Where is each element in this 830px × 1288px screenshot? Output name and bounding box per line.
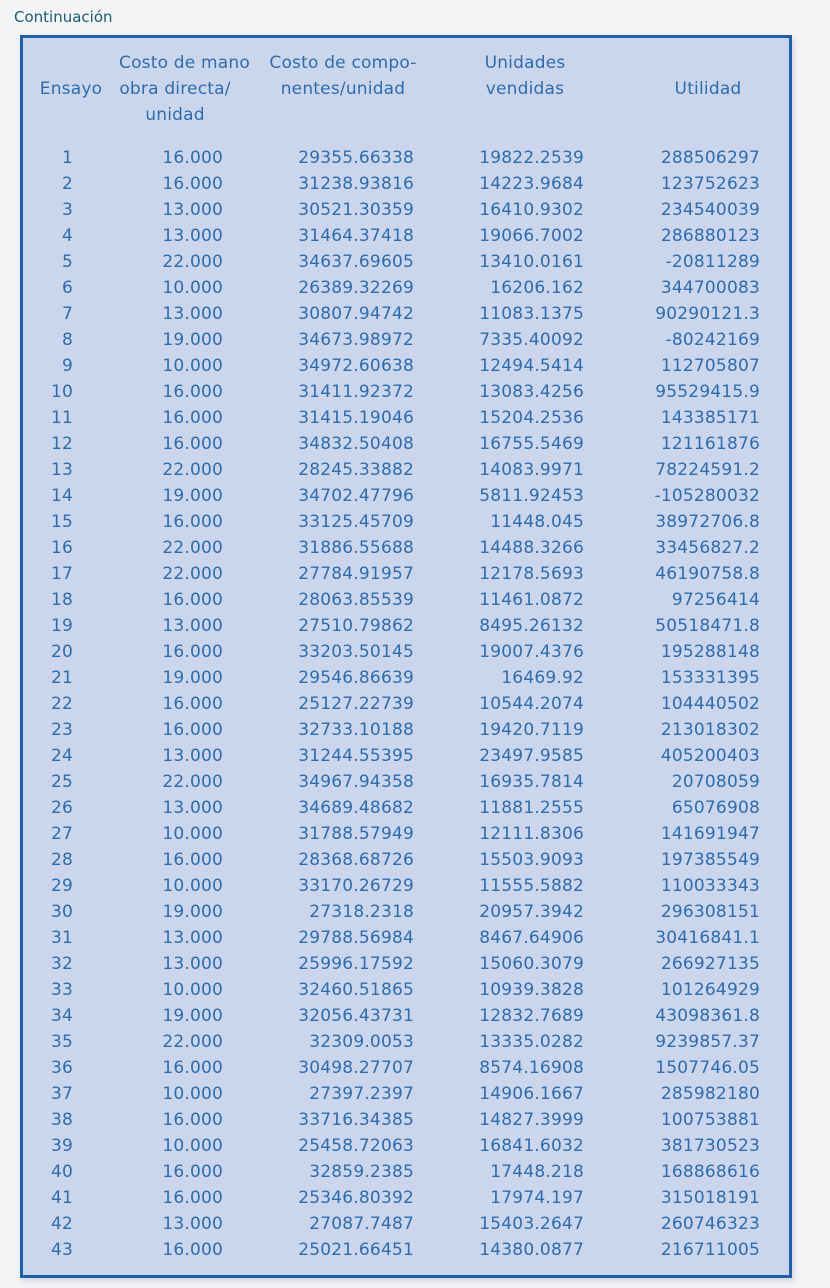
table-cell: 42: [50, 1214, 73, 1234]
table-cell: 16.000: [162, 1240, 223, 1260]
table-cell: 13.000: [162, 746, 223, 766]
table-cell: 34832.50408: [298, 434, 414, 454]
table-cell: 100753881: [660, 1110, 760, 1130]
table-cell: 13.000: [162, 616, 223, 636]
table-cell: 7: [61, 304, 73, 324]
table-cell: 19.000: [162, 1006, 223, 1026]
table-cell: 14906.1667: [479, 1084, 584, 1104]
table-cell: 12: [50, 434, 73, 454]
table-row: [23, 275, 789, 301]
table-cell: 213018302: [660, 720, 760, 740]
table-cell: 13.000: [162, 200, 223, 220]
table-cell: 19.000: [162, 486, 223, 506]
table-cell: 16.000: [162, 148, 223, 168]
table-cell: 27397.2397: [309, 1084, 414, 1104]
table-cell: 141691947: [660, 824, 760, 844]
table-cell: 16755.5469: [479, 434, 584, 454]
table-cell: 25021.66451: [298, 1240, 414, 1260]
table-cell: 22: [50, 694, 73, 714]
table-row: [23, 691, 789, 717]
table-cell: 33: [50, 980, 73, 1000]
table-cell: 16.000: [162, 590, 223, 610]
table-cell: 9239857.37: [655, 1032, 760, 1052]
table-cell: 34967.94358: [298, 772, 414, 792]
table-row: [23, 587, 789, 613]
table-cell: 10.000: [162, 876, 223, 896]
table-cell: 28063.85539: [298, 590, 414, 610]
table-row: [23, 1211, 789, 1237]
table-row: [23, 249, 789, 275]
table-cell: 13.000: [162, 954, 223, 974]
table-row: [23, 1185, 789, 1211]
table-cell: 16.000: [162, 382, 223, 402]
table-cell: 33125.45709: [298, 512, 414, 532]
table-cell: -80242169: [665, 330, 760, 350]
table-cell: 315018191: [660, 1188, 760, 1208]
header-ensayo: [23, 38, 119, 145]
table-cell: 13.000: [162, 1214, 223, 1234]
table-cell: 31415.19046: [298, 408, 414, 428]
continuation-label: Continuación: [14, 8, 113, 26]
table-row: [23, 509, 789, 535]
table-cell: 10544.2074: [479, 694, 584, 714]
table-cell: 15: [50, 512, 73, 532]
table-cell: 123752623: [660, 174, 760, 194]
table-cell: 29355.66338: [298, 148, 414, 168]
table-cell: -20811289: [665, 252, 760, 272]
table-row: [23, 639, 789, 665]
table-cell: 17: [50, 564, 73, 584]
table-cell: 27318.2318: [309, 902, 414, 922]
table-cell: 13335.0282: [479, 1032, 584, 1052]
header-line: Ensayo: [39, 79, 103, 99]
table-cell: 16.000: [162, 1110, 223, 1130]
table-cell: 12832.7689: [479, 1006, 584, 1026]
table-cell: 14488.3266: [479, 538, 584, 558]
table-cell: 30416841.1: [655, 928, 760, 948]
table-cell: 17448.218: [490, 1162, 584, 1182]
table-cell: 32: [50, 954, 73, 974]
table-row: [23, 483, 789, 509]
table-cell: 7335.40092: [479, 330, 584, 350]
table-cell: 16.000: [162, 642, 223, 662]
table-cell: 14827.3999: [479, 1110, 584, 1130]
header-line: Utilidad: [674, 79, 742, 99]
table-row: [23, 223, 789, 249]
table-cell: 14223.9684: [479, 174, 584, 194]
table-cell: 296308151: [660, 902, 760, 922]
table-cell: 20708059: [671, 772, 760, 792]
table-cell: 38: [50, 1110, 73, 1130]
table-cell: 16410.9302: [479, 200, 584, 220]
table-cell: 19.000: [162, 330, 223, 350]
table-cell: 104440502: [660, 694, 760, 714]
table-cell: 34637.69605: [298, 252, 414, 272]
table-cell: 39: [50, 1136, 73, 1156]
header-line: [23, 102, 119, 128]
table-cell: 16.000: [162, 434, 223, 454]
table-cell: 34: [50, 1006, 73, 1026]
table-cell: 16.000: [162, 512, 223, 532]
table-cell: 31: [50, 928, 73, 948]
table-cell: 22.000: [162, 1032, 223, 1052]
table-cell: 32859.2385: [309, 1162, 414, 1182]
header-costo-componentes: [248, 38, 440, 145]
table-cell: 10.000: [162, 356, 223, 376]
table-cell: 19066.7002: [479, 226, 584, 246]
table-row: [23, 717, 789, 743]
table-cell: 37: [50, 1084, 73, 1104]
table-cell: 12494.5414: [479, 356, 584, 376]
table-cell: 11083.1375: [479, 304, 584, 324]
table-cell: 14083.9971: [479, 460, 584, 480]
table-cell: 6: [61, 278, 73, 298]
table-cell: 1507746.05: [655, 1058, 760, 1078]
table-cell: 16469.92: [501, 668, 584, 688]
table-cell: 13.000: [162, 304, 223, 324]
table-cell: 25458.72063: [298, 1136, 414, 1156]
table-cell: 29546.86639: [298, 668, 414, 688]
table-cell: 17974.197: [490, 1188, 584, 1208]
table-cell: 20: [50, 642, 73, 662]
table-row: [23, 1107, 789, 1133]
table-row: [23, 145, 789, 171]
table-cell: 31886.55688: [298, 538, 414, 558]
table-cell: 24: [50, 746, 73, 766]
table-cell: 13.000: [162, 226, 223, 246]
table-row: [23, 171, 789, 197]
table-cell: 5: [61, 252, 73, 272]
table-cell: 23: [50, 720, 73, 740]
table-cell: 2: [61, 174, 73, 194]
header-line: [627, 50, 789, 76]
table-cell: 65076908: [671, 798, 760, 818]
table-cell: 26389.32269: [298, 278, 414, 298]
table-cell: 13.000: [162, 798, 223, 818]
table-cell: 34702.47796: [298, 486, 414, 506]
table-cell: 8467.64906: [479, 928, 584, 948]
header-line: nentes/unidad: [280, 79, 406, 99]
table-cell: 30: [50, 902, 73, 922]
table-cell: 14380.0877: [479, 1240, 584, 1260]
table-cell: 10: [50, 382, 73, 402]
table-cell: 22.000: [162, 252, 223, 272]
table-header-row: [23, 38, 789, 145]
table-cell: 101264929: [660, 980, 760, 1000]
table-cell: 19822.2539: [479, 148, 584, 168]
table-row: [23, 951, 789, 977]
table-cell: 40: [50, 1162, 73, 1182]
table-row: [23, 353, 789, 379]
table-cell: 143385171: [660, 408, 760, 428]
table-cell: 95529415.9: [655, 382, 760, 402]
table-cell: 12178.5693: [479, 564, 584, 584]
table-cell: 27784.91957: [298, 564, 414, 584]
data-table: [23, 38, 789, 1263]
header-line: Unidades: [484, 53, 566, 73]
table-row: [23, 795, 789, 821]
header-costo-mano-obra: [119, 38, 251, 145]
header-unidades-vendidas: [440, 38, 610, 145]
table-cell: 16.000: [162, 174, 223, 194]
table-cell: 29788.56984: [298, 928, 414, 948]
table-row: [23, 561, 789, 587]
table-cell: 27510.79862: [298, 616, 414, 636]
table-cell: 22.000: [162, 564, 223, 584]
table-cell: 110033343: [660, 876, 760, 896]
table-row: [23, 1055, 789, 1081]
table-cell: 10.000: [162, 278, 223, 298]
table-cell: 46190758.8: [655, 564, 760, 584]
table-row: [23, 379, 789, 405]
table-cell: 260746323: [660, 1214, 760, 1234]
table-box: [20, 35, 792, 1278]
table-cell: 16.000: [162, 408, 223, 428]
table-row: [23, 405, 789, 431]
table-cell: 28368.68726: [298, 850, 414, 870]
table-cell: 90290121.3: [655, 304, 760, 324]
table-cell: 33203.50145: [298, 642, 414, 662]
table-cell: 8495.26132: [479, 616, 584, 636]
table-row: [23, 431, 789, 457]
table-row: [23, 743, 789, 769]
table-cell: 28: [50, 850, 73, 870]
table-cell: 381730523: [660, 1136, 760, 1156]
table-cell: 34972.60638: [298, 356, 414, 376]
table-cell: 25996.17592: [298, 954, 414, 974]
table-row: [23, 301, 789, 327]
table-cell: 31238.93816: [298, 174, 414, 194]
table-row: [23, 769, 789, 795]
table-cell: 10.000: [162, 824, 223, 844]
table-cell: 16.000: [162, 1188, 223, 1208]
table-row: [23, 665, 789, 691]
table-cell: 285982180: [660, 1084, 760, 1104]
table-cell: 5811.92453: [479, 486, 584, 506]
table-row: [23, 977, 789, 1003]
table-cell: 19: [50, 616, 73, 636]
table-row: [23, 1029, 789, 1055]
table-cell: 35: [50, 1032, 73, 1052]
header-line: vendidas: [485, 79, 565, 99]
table-cell: 8: [61, 330, 73, 350]
table-cell: 286880123: [660, 226, 760, 246]
table-row: [23, 899, 789, 925]
table-cell: 195288148: [660, 642, 760, 662]
table-cell: 18: [50, 590, 73, 610]
table-cell: 13: [50, 460, 73, 480]
table-cell: 19.000: [162, 668, 223, 688]
table-row: [23, 1133, 789, 1159]
header-line: Costo de mano: [119, 53, 251, 73]
table-cell: 19007.4376: [479, 642, 584, 662]
table-cell: 10.000: [162, 1084, 223, 1104]
table-cell: 11461.0872: [479, 590, 584, 610]
table-cell: 19420.7119: [479, 720, 584, 740]
table-row: [23, 847, 789, 873]
table-cell: 32460.51865: [298, 980, 414, 1000]
header-line: [248, 102, 438, 128]
table-cell: 19.000: [162, 902, 223, 922]
table-cell: 405200403: [660, 746, 760, 766]
table-cell: 32056.43731: [298, 1006, 414, 1026]
table-cell: 43: [50, 1240, 73, 1260]
table-cell: 234540039: [660, 200, 760, 220]
table-cell: 344700083: [660, 278, 760, 298]
table-cell: 21: [50, 668, 73, 688]
table-cell: 28245.33882: [298, 460, 414, 480]
table-cell: 32309.0053: [309, 1032, 414, 1052]
table-cell: 97256414: [671, 590, 760, 610]
table-cell: 266927135: [660, 954, 760, 974]
table-cell: 31411.92372: [298, 382, 414, 402]
table-cell: 8574.16908: [479, 1058, 584, 1078]
table-cell: 11555.5882: [479, 876, 584, 896]
table-cell: 16.000: [162, 720, 223, 740]
table-cell: 38972706.8: [655, 512, 760, 532]
table-cell: 11881.2555: [479, 798, 584, 818]
table-cell: 43098361.8: [655, 1006, 760, 1026]
table-cell: 30807.94742: [298, 304, 414, 324]
table-cell: 13083.4256: [479, 382, 584, 402]
table-row: [23, 1237, 789, 1263]
table-row: [23, 925, 789, 951]
table-cell: 50518471.8: [655, 616, 760, 636]
table-row: [23, 535, 789, 561]
table-cell: 11: [50, 408, 73, 428]
table-row: [23, 613, 789, 639]
table-cell: 33170.26729: [298, 876, 414, 896]
table-cell: 16206.162: [490, 278, 584, 298]
table-cell: 27087.7487: [309, 1214, 414, 1234]
table-cell: 31244.55395: [298, 746, 414, 766]
table-cell: 15204.2536: [479, 408, 584, 428]
table-cell: 10.000: [162, 1136, 223, 1156]
table-cell: 32733.10188: [298, 720, 414, 740]
table-cell: 31788.57949: [298, 824, 414, 844]
table-cell: 25: [50, 772, 73, 792]
header-line: unidad: [145, 105, 205, 125]
header-line: [23, 50, 119, 76]
table-cell: 16.000: [162, 694, 223, 714]
table-row: [23, 873, 789, 899]
table-cell: 23497.9585: [479, 746, 584, 766]
table-row: [23, 457, 789, 483]
table-row: [23, 1081, 789, 1107]
table-cell: 25346.80392: [298, 1188, 414, 1208]
table-cell: 15403.2647: [479, 1214, 584, 1234]
table-cell: 22.000: [162, 460, 223, 480]
table-cell: 16.000: [162, 1162, 223, 1182]
table-cell: 216711005: [660, 1240, 760, 1260]
table-cell: 33456827.2: [655, 538, 760, 558]
table-row: [23, 1003, 789, 1029]
table-cell: 27: [50, 824, 73, 844]
table-cell: 25127.22739: [298, 694, 414, 714]
header-utilidad: [610, 38, 789, 145]
table-cell: 29: [50, 876, 73, 896]
table-cell: 197385549: [660, 850, 760, 870]
table-cell: -105280032: [654, 486, 760, 506]
table-cell: 13410.0161: [479, 252, 584, 272]
table-cell: 15060.3079: [479, 954, 584, 974]
table-row: [23, 821, 789, 847]
table-cell: 4: [61, 226, 73, 246]
table-cell: 16.000: [162, 850, 223, 870]
table-cell: 10.000: [162, 980, 223, 1000]
table-cell: 34689.48682: [298, 798, 414, 818]
table-body: [23, 145, 789, 1263]
table-cell: 78224591.2: [655, 460, 760, 480]
table-row: [23, 327, 789, 353]
table-cell: 10939.3828: [479, 980, 584, 1000]
table-cell: 12111.8306: [479, 824, 584, 844]
table-cell: 16.000: [162, 1058, 223, 1078]
table-cell: 3: [61, 200, 73, 220]
table-cell: 22.000: [162, 772, 223, 792]
table-cell: 11448.045: [490, 512, 584, 532]
table-cell: 153331395: [660, 668, 760, 688]
table-cell: 26: [50, 798, 73, 818]
table-cell: 20957.3942: [479, 902, 584, 922]
table-cell: 15503.9093: [479, 850, 584, 870]
header-line: Costo de compo-: [269, 53, 417, 73]
table-cell: 288506297: [660, 148, 760, 168]
header-line: obra directa/: [119, 79, 231, 99]
header-line: [440, 102, 610, 128]
table-cell: 14: [50, 486, 73, 506]
table-cell: 112705807: [660, 356, 760, 376]
table-cell: 30521.30359: [298, 200, 414, 220]
table-cell: 1: [61, 148, 73, 168]
table-cell: 33716.34385: [298, 1110, 414, 1130]
table-cell: 36: [50, 1058, 73, 1078]
table-cell: 22.000: [162, 538, 223, 558]
header-line: [627, 102, 789, 128]
table-cell: 31464.37418: [298, 226, 414, 246]
table-row: [23, 1159, 789, 1185]
table-cell: 16841.6032: [479, 1136, 584, 1156]
table-cell: 121161876: [660, 434, 760, 454]
table-cell: 16935.7814: [479, 772, 584, 792]
table-cell: 13.000: [162, 928, 223, 948]
table-cell: 34673.98972: [298, 330, 414, 350]
table-cell: 168868616: [660, 1162, 760, 1182]
table-cell: 16: [50, 538, 73, 558]
table-cell: 41: [50, 1188, 73, 1208]
table-row: [23, 197, 789, 223]
table-cell: 9: [61, 356, 73, 376]
table-cell: 30498.27707: [298, 1058, 414, 1078]
